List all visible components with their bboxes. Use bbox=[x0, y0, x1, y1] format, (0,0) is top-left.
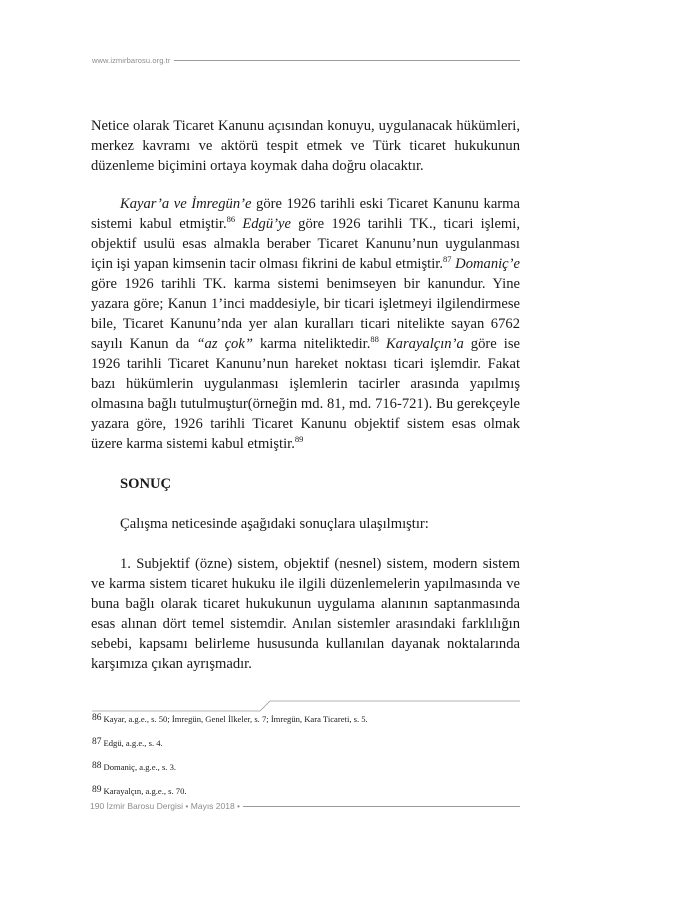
page-footer bbox=[90, 800, 520, 812]
footnote-number: 86 bbox=[92, 713, 102, 723]
footer-text: 190 İzmir Barosu Dergisi • Mayıs 2018 • bbox=[90, 801, 241, 811]
page-header bbox=[92, 54, 520, 66]
header-rule bbox=[174, 60, 520, 61]
p2-text-d: göre 1926 tarihli TK., ticari işlemi, objektif usulü esas almakla beraber Ticaret Kanunu’nun uygulanması için işi yapan kimsenin tacir olması fikrini de kabul etmiştir. bbox=[91, 216, 520, 272]
footnote-87 bbox=[92, 736, 520, 749]
footnote-ref-87[interactable]: 87 bbox=[442, 254, 452, 265]
footnote-text: Karayalçın, a.g.e., s. 70. bbox=[103, 786, 187, 796]
paragraph-1: Netice olarak Ticaret Kanunu açısından konuyu, uygulanacak hükümleri, merkez kavramı ve aktörü tespit etmek ve Türk ticaret hukukunun düzenleme biçimini ortaya koymak daha doğru olacaktır. bbox=[91, 118, 520, 174]
footnote-separator bbox=[92, 700, 520, 712]
footnote-88 bbox=[92, 760, 520, 773]
footer-rule bbox=[243, 806, 520, 807]
p2-author-domanic: Domaniç’e bbox=[451, 256, 520, 272]
footnote-text: Kayar, a.g.e., s. 50; İmregün, Genel İlkeler, s. 7; İmregün, Kara Ticareti, s. 5. bbox=[103, 714, 368, 724]
p2-author-kayar-imregun: Kayar’a ve İmregün’e bbox=[120, 196, 252, 212]
p2-text-j: göre ise 1926 tarihli Ticaret Kanunu’nun hareket noktası ticari işlemdir. Fakat bazı hükümlerin uygulanması işlemlerin tacirler arasında yapılmış olmasına bağlı tutulmuştur(örneğin md. 81, md. 716-721). Bu gerekçeyle yazara göre, 1926 tarihli Ticaret Kanunu objektif sistem esas olmak üzere karma sistemi kabul etmiştir. bbox=[91, 336, 520, 452]
p2-text-b: göre 1926 tarihli eski Ticaret Kanunu karma sistemi kabul etmiştir. bbox=[91, 196, 520, 232]
footnote-number: 88 bbox=[92, 761, 102, 771]
footnote-text: Domaniç, a.g.e., s. 3. bbox=[103, 762, 177, 772]
paragraph-3: Çalışma neticesinde aşağıdaki sonuçlara ulaşılmıştır: bbox=[120, 516, 429, 532]
footnote-ref-86[interactable]: 86 bbox=[226, 214, 236, 225]
footnote-text: Edgü, a.g.e., s. 4. bbox=[103, 738, 163, 748]
main-text bbox=[91, 116, 520, 674]
p4-text: 1. Subjektif (özne) sistem, objektif (nesnel) sistem, modern sistem ve karma sistem ticaret hukuku ile ilgili düzenlemelerin yapılmasında ve buna bağlı olarak ticaret hukukunun uygulama alanının saptanmasında esas alınan dört temel sistemdir. Anılan sistemler arasındaki farklılığın sebebi, kapsamı belirleme hususunda kullanılan dayanak noktalarında karşımıza çıkan ayrışmadır. bbox=[91, 556, 520, 672]
footnote-89 bbox=[92, 784, 520, 797]
paragraph-4 bbox=[91, 554, 520, 674]
p2-text-h: karma niteliktedir. bbox=[252, 336, 371, 352]
paragraph-2 bbox=[91, 194, 520, 454]
footnote-86 bbox=[92, 712, 520, 725]
header-url: www.izmirbarosu.org.tr bbox=[92, 55, 171, 65]
p2-author-edgu: Edgü’ye bbox=[235, 216, 291, 232]
footnotes bbox=[92, 712, 520, 808]
section-heading: SONUÇ bbox=[120, 476, 172, 492]
footnote-number: 87 bbox=[92, 737, 102, 747]
p2-quote-az-cok: “az çok” bbox=[196, 336, 253, 352]
footnote-ref-88[interactable]: 88 bbox=[370, 334, 379, 345]
footnote-ref-89[interactable]: 89 bbox=[294, 434, 304, 445]
p2-text-f: göre 1926 tarihli TK. karma sistemi benimseyen bir kanundur. Yine yazara göre; Kanun 1’inci maddesiyle, bir ticari işletmeyi ilgilendirmese bile, Ticaret Kanunu’nda yer alan kuralları ticari nitelikte sayan 6762 sayılı Kanun da bbox=[91, 276, 520, 352]
footnote-number: 89 bbox=[92, 785, 102, 795]
p2-author-karayalcin: Karayalçın’a bbox=[378, 336, 464, 352]
